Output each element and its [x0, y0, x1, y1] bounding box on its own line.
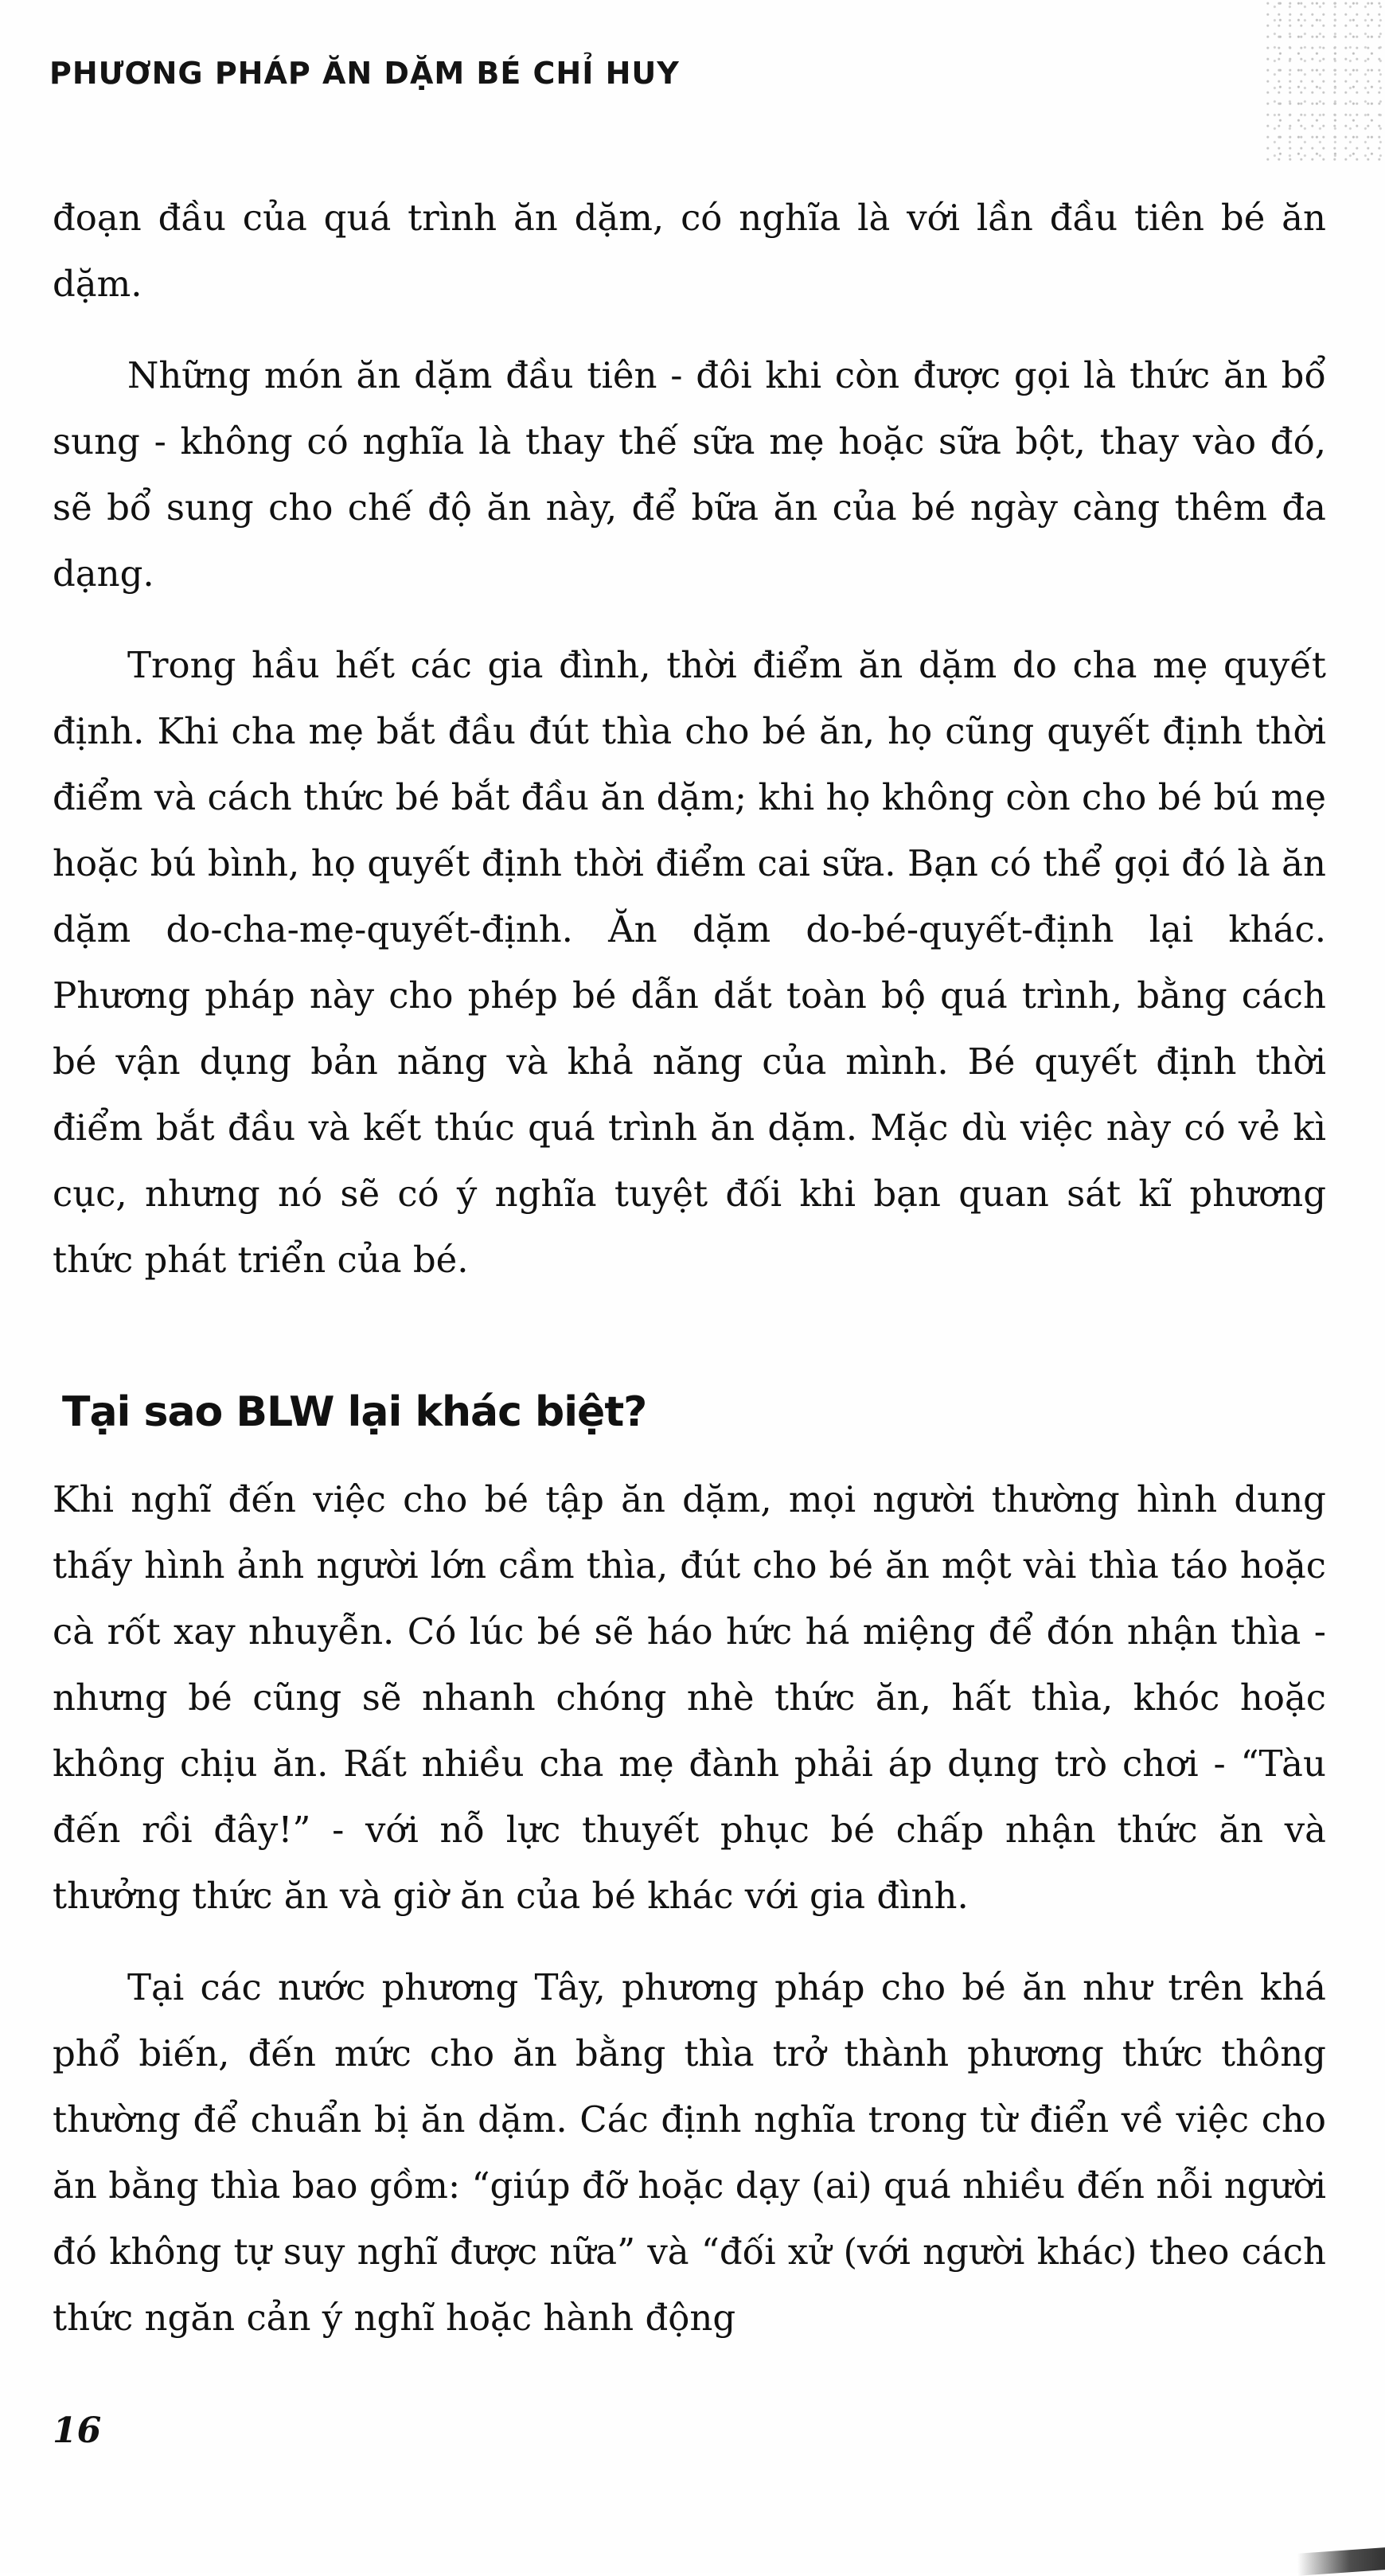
paragraph: Khi nghĩ đến việc cho bé tập ăn dặm, mọi người thường hình dung thấy hình ảnh người lớn cầm thìa, đút cho bé ăn một vài thìa táo hoặc cà rốt xay nhuyễn. Có lúc bé sẽ háo hức há miệng để đón nhận thìa - nhưng bé cũng sẽ nhanh chóng nhè thức ăn, hất thìa, khóc hoặc không chịu ăn. Rất nhiều cha mẹ đành phải áp dụng trò chơi - “Tàu đến rồi đây!” - với nỗ lực thuyết phục bé chấp nhận thức ăn và thưởng thức ăn và giờ ăn của bé khác với gia đình. — [53, 1478, 1326, 1917]
paragraph: Trong hầu hết các gia đình, thời điểm ăn dặm do cha mẹ quyết định. Khi cha mẹ bắt đầu đút thìa cho bé ăn, họ cũng quyết định thời điểm và cách thức bé bắt đầu ăn dặm; khi họ không còn cho bé bú mẹ hoặc bú bình, họ quyết định thời điểm cai sữa. Bạn có thể gọi đó là ăn dặm do-cha-mẹ-quyết-định. Ăn dặm do-bé-quyết-định lại khác. Phương pháp này cho phép bé dẫn dắt toàn bộ quá trình, bằng cách bé vận dụng bản năng và khả năng của mình. Bé quyết định thời điểm bắt đầu và kết thúc quá trình ăn dặm. Mặc dù việc này có vẻ kì cục, nhưng nó sẽ có ý nghĩa tuyệt đối khi bạn quan sát kĩ phương thức phát triển của bé. — [53, 644, 1326, 1281]
section-heading: Tại sao BLW lại khác biệt? — [62, 1388, 647, 1436]
page-content — [53, 185, 1326, 2376]
scan-edge-shadow — [1297, 2547, 1385, 2576]
page-number: 16 — [53, 2410, 102, 2451]
paragraph: Những món ăn dặm đầu tiên - đôi khi còn được gọi là thức ăn bổ sung - không có nghĩa là thay thế sữa mẹ hoặc sữa bột, thay vào đó, sẽ bổ sung cho chế độ ăn này, để bữa ăn của bé ngày càng thêm đa dạng. — [53, 354, 1326, 595]
paragraph-continued: đoạn đầu của quá trình ăn dặm, có nghĩa là với lần đầu tiên bé ăn dặm. — [53, 197, 1326, 305]
paragraph: Tại các nước phương Tây, phương pháp cho bé ăn như trên khá phổ biến, đến mức cho ăn bằng thìa trở thành phương thức thông thường để chuẩn bị ăn dặm. Các định nghĩa trong từ điển về việc cho ăn bằng thìa bao gồm: “giúp đỡ hoặc dạy (ai) quá nhiều đến nỗi người đó không tự suy nghĩ được nữa” và “đối xử (với người khác) theo cách thức ngăn cản ý nghĩ hoặc hành động — [53, 1966, 1326, 2339]
scan-noise — [1266, 0, 1385, 167]
running-header: PHƯƠNG PHÁP ĂN DẶM BÉ CHỈ HUY — [49, 56, 680, 91]
